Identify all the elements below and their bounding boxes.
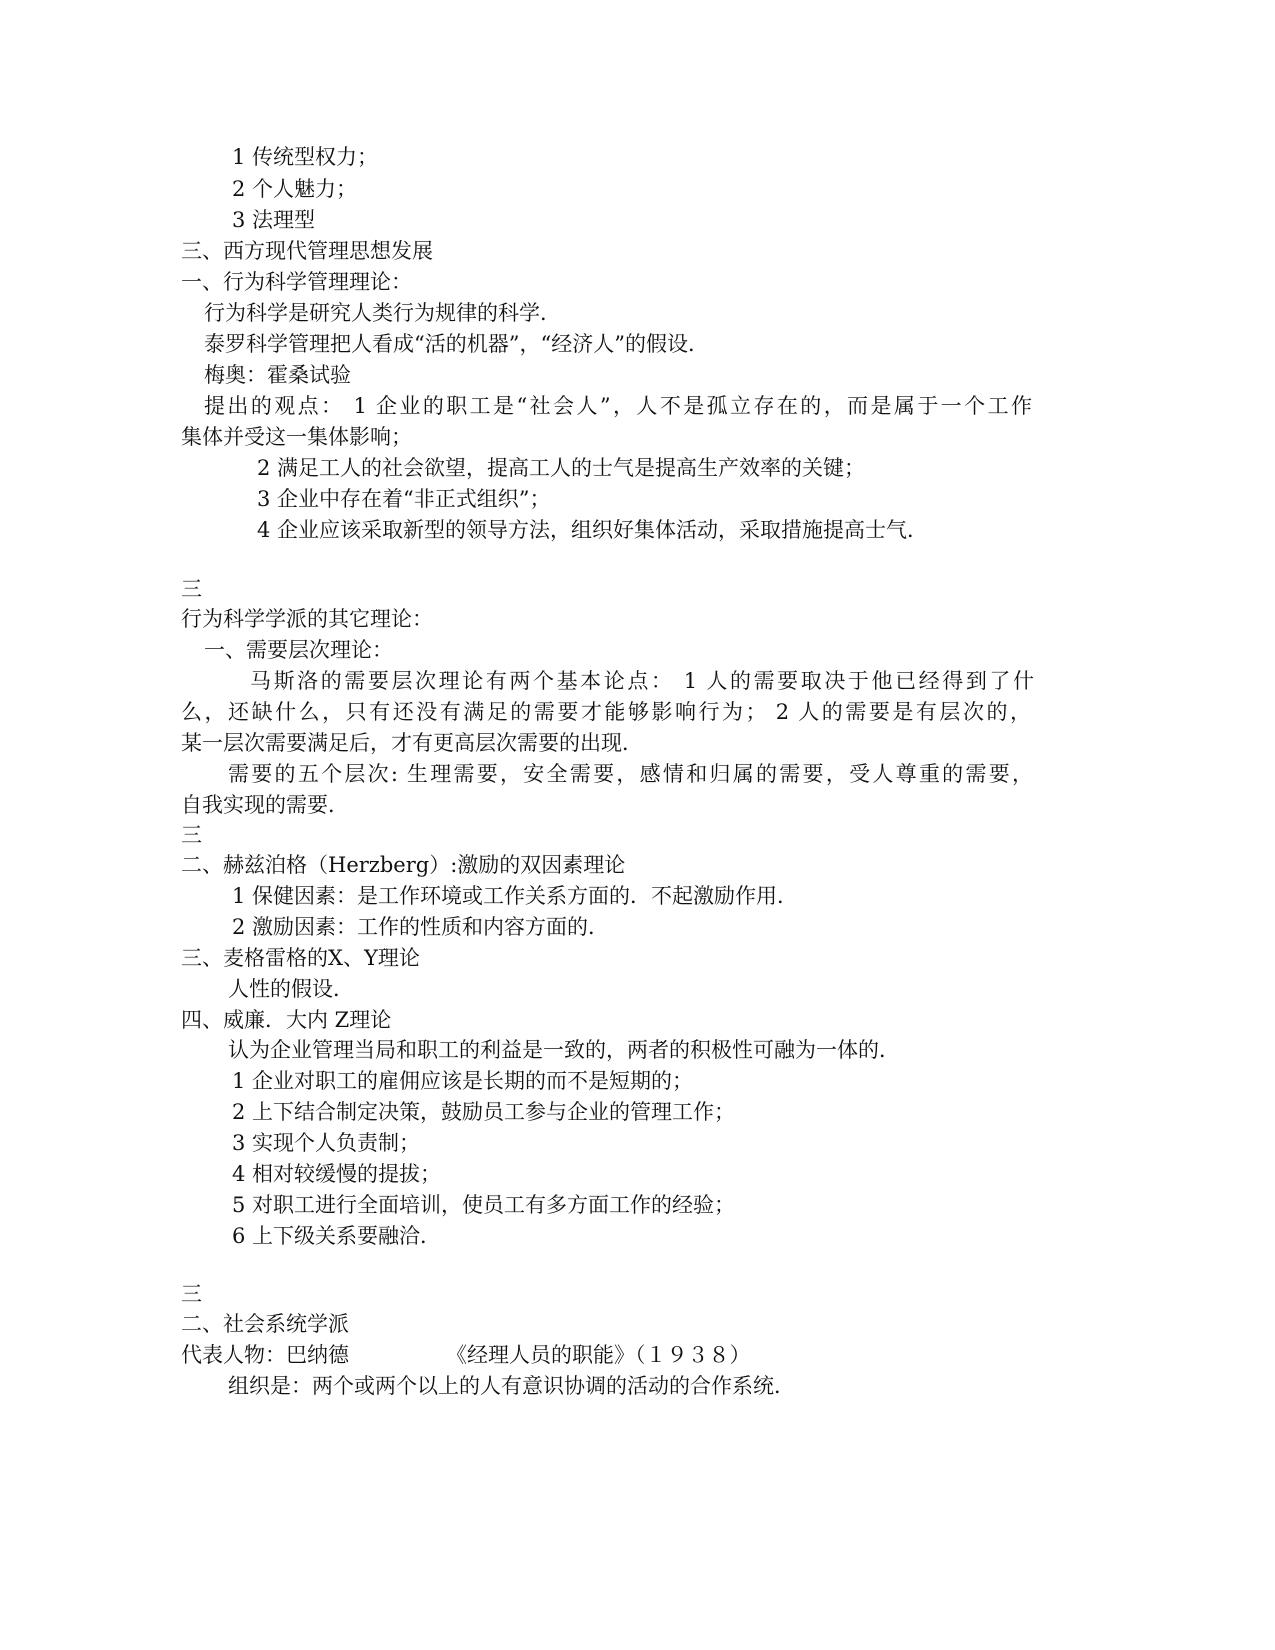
section-heading: 行为科学学派的其它理论： xyxy=(181,607,433,631)
section-heading: 三、麦格雷格的X、Y理论 xyxy=(181,946,420,970)
section-marker: 三 xyxy=(181,577,202,601)
book-title: 《经理人员的职能》（１９３８） xyxy=(446,1343,751,1367)
section-marker: 三 xyxy=(181,1282,202,1306)
text-line: 需要的五个层次: 生理需要，安全需要，感情和归属的需要，受人尊重的需要， xyxy=(228,762,1033,786)
text-line: 2 满足工人的社会欲望，提高工人的士气是提高生产效率的关键； xyxy=(257,456,866,480)
text-line: 4 企业应该采取新型的领导方法，组织好集体活动，采取措施提高士气． xyxy=(257,518,929,542)
text-line: 泰罗科学管理把人看成“活的机器”，“经济人”的假设． xyxy=(204,332,709,356)
text-line: 1 企业对职工的雇佣应该是长期的而不是短期的； xyxy=(232,1069,694,1093)
text-line: 自我实现的需要． xyxy=(181,793,349,817)
text-line: 人性的假设． xyxy=(228,977,354,1001)
text-line: 集体并受这一集体影响； xyxy=(181,425,412,449)
section-heading: 四、威廉．大内 Z理论 xyxy=(181,1008,392,1032)
text-line: 代表人物：巴纳德 xyxy=(181,1343,349,1367)
section-heading: 二、社会系统学派 xyxy=(181,1312,349,1336)
text-line: 3 实现个人负责制； xyxy=(232,1131,421,1155)
text-line: 2 上下结合制定决策，鼓励员工参与企业的管理工作； xyxy=(232,1100,736,1124)
text-line: 行为科学是研究人类行为规律的科学． xyxy=(204,301,561,325)
text-line: 5 对职工进行全面培训，使员工有多方面工作的经验； xyxy=(232,1193,736,1217)
text-line: 2 个人魅力； xyxy=(232,177,358,201)
section-heading: 二、赫兹泊格（Herzberg）:激励的双因素理论 xyxy=(181,853,626,877)
section-heading: 一、行为科学管理理论： xyxy=(181,270,412,294)
section-marker: 三 xyxy=(181,823,202,847)
text-line: 组织是：两个或两个以上的人有意识协调的活动的合作系统． xyxy=(228,1374,795,1398)
text-line: 提出的观点： 1 企业的职工是“社会人”，人不是孤立存在的，而是属于一个工作 xyxy=(204,394,1032,418)
section-heading: 三、西方现代管理思想发展 xyxy=(181,239,433,263)
text-line: 1 传统型权力； xyxy=(232,145,379,169)
text-line: 1 保健因素：是工作环境或工作关系方面的．不起激励作用． xyxy=(232,884,799,908)
text-line: 3 企业中存在着“非正式组织”； xyxy=(257,487,551,511)
text-line: 认为企业管理当局和职工的利益是一致的，两者的积极性可融为一体的． xyxy=(228,1038,900,1062)
text-line: 么，还缺什么，只有还没有满足的需要才能够影响行为； 2 人的需要是有层次的， xyxy=(181,700,1031,724)
text-line: 某一层次需要满足后，才有更高层次需要的出现． xyxy=(181,731,643,755)
text-line: 梅奥：霍桑试验 xyxy=(204,363,351,387)
text-line: 6 上下级关系要融洽． xyxy=(232,1224,442,1248)
section-heading: 一、需要层次理论： xyxy=(204,638,393,662)
text-line: 4 相对较缓慢的提拔； xyxy=(232,1162,442,1186)
text-line: 2 激励因素：工作的性质和内容方面的． xyxy=(232,915,610,939)
text-line: 3 法理型 xyxy=(232,208,316,232)
text-line: 马斯洛的需要层次理论有两个基本论点： 1 人的需要取决于他已经得到了什 xyxy=(250,669,1034,693)
